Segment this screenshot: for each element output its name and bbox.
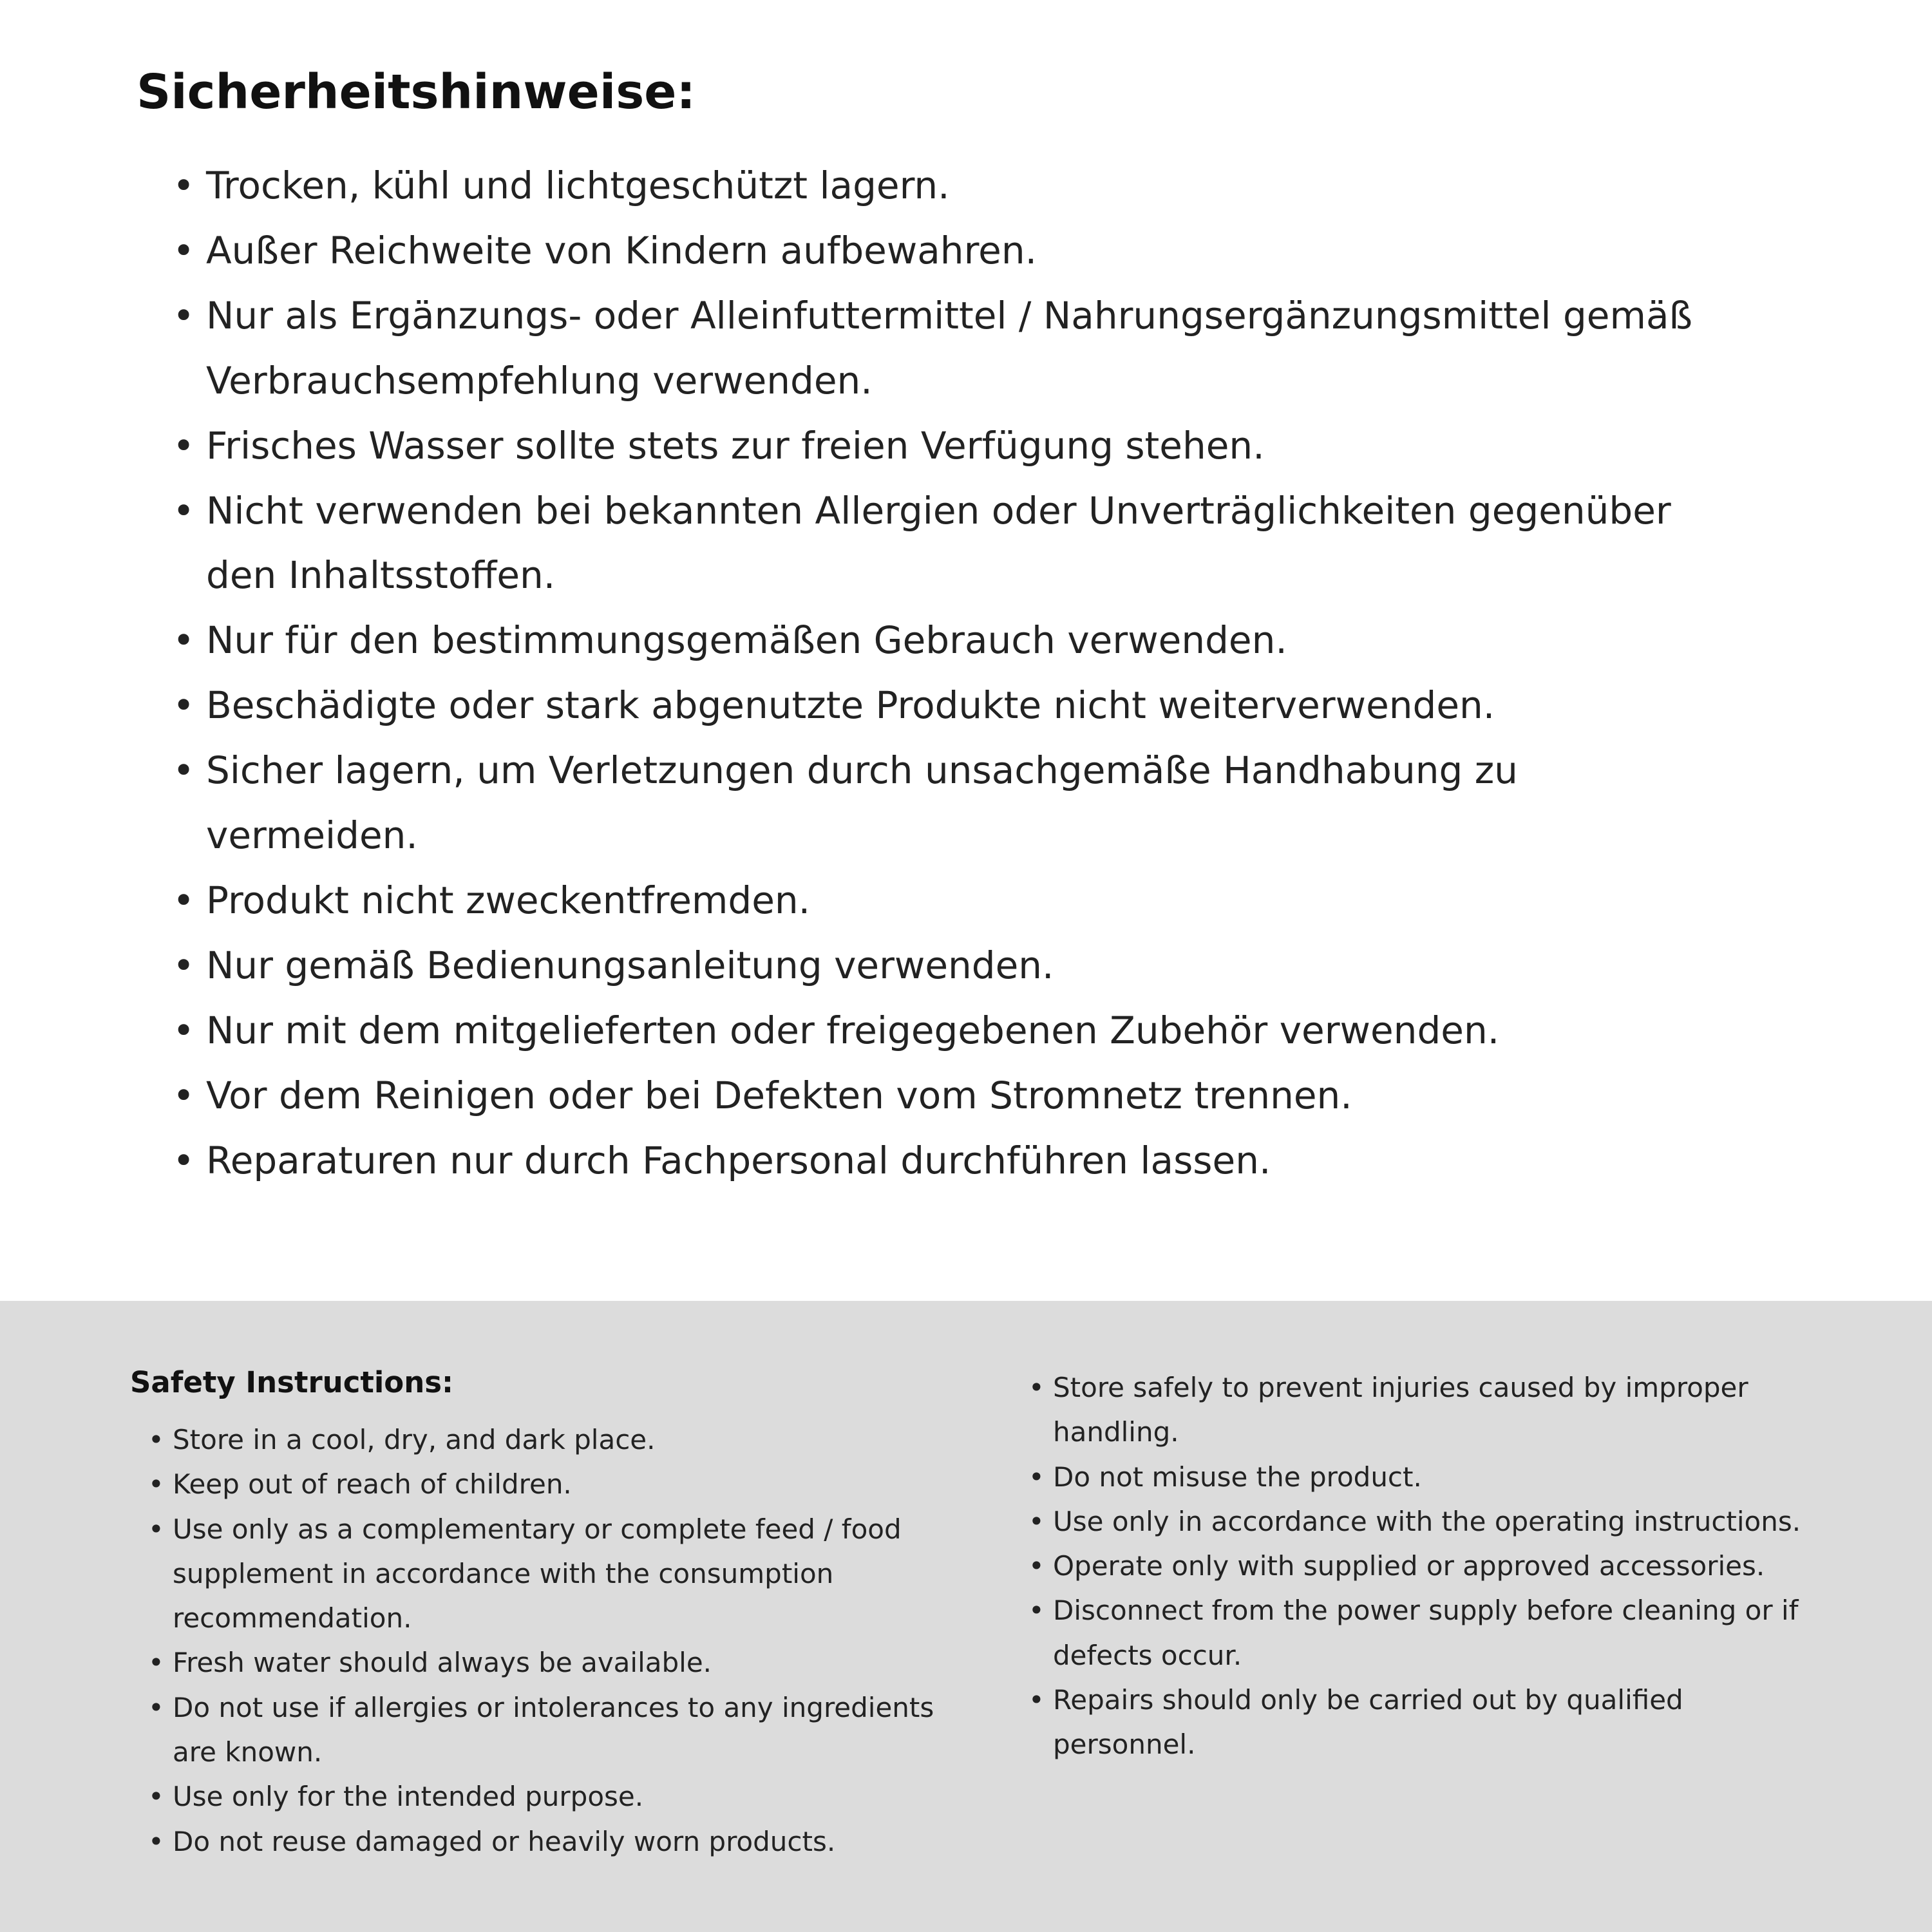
german-safety-item xyxy=(137,218,1734,283)
bullet-icon: • xyxy=(173,1008,195,1052)
english-left-column xyxy=(130,1365,996,1864)
german-safety-item xyxy=(137,1128,1734,1193)
german-safety-item xyxy=(137,933,1734,998)
german-safety-item-text: Beschädigte oder stark abgenutzte Produkte nicht weiterverwenden. xyxy=(206,683,1495,728)
english-safety-item-text: Do not use if allergies or intolerances to any ingredients are known. xyxy=(173,1691,934,1768)
bullet-icon: • xyxy=(148,1424,164,1455)
bullet-icon: • xyxy=(173,1073,195,1117)
bullet-icon: • xyxy=(1028,1595,1045,1627)
bullet-icon: • xyxy=(173,683,195,728)
german-safety-item-text: Außer Reichweite von Kindern aufbewahren. xyxy=(206,228,1037,272)
english-safety-item-text: Repairs should only be carried out by qualified personnel. xyxy=(1053,1684,1683,1761)
bullet-icon: • xyxy=(148,1647,164,1679)
german-safety-item xyxy=(137,153,1734,218)
english-safety-section xyxy=(0,1301,1932,1932)
bullet-icon: • xyxy=(1028,1550,1045,1582)
bullet-icon: • xyxy=(173,943,195,987)
bullet-icon: • xyxy=(1028,1372,1045,1403)
english-safety-item-text: Do not reuse damaged or heavily worn products. xyxy=(173,1825,836,1857)
bullet-icon: • xyxy=(173,423,195,468)
bullet-icon: • xyxy=(1028,1684,1045,1716)
german-safety-item xyxy=(137,608,1734,673)
english-safety-item-text: Store in a cool, dry, and dark place. xyxy=(173,1424,656,1455)
english-safety-item-text: Do not misuse the product. xyxy=(1053,1461,1422,1493)
german-safety-item xyxy=(137,1063,1734,1128)
english-safety-item xyxy=(148,1640,985,1685)
english-safety-item xyxy=(1028,1544,1833,1588)
bullet-icon: • xyxy=(173,878,195,922)
english-safety-item xyxy=(1028,1455,1833,1499)
german-safety-item-text: Nur für den bestimmungsgemäßen Gebrauch verwenden. xyxy=(206,618,1287,663)
english-safety-item-text: Store safely to prevent injuries caused by improper handling. xyxy=(1053,1372,1748,1448)
german-safety-item xyxy=(137,738,1734,868)
german-safety-item-text: Nur mit dem mitgelieferten oder freigegebenen Zubehör verwenden. xyxy=(206,1008,1500,1052)
english-safety-item-text: Fresh water should always be available. xyxy=(173,1647,712,1679)
english-safety-item-text: Use only in accordance with the operating instructions. xyxy=(1053,1505,1801,1537)
bullet-icon: • xyxy=(1028,1505,1045,1537)
german-safety-item-text: Nur gemäß Bedienungsanleitung verwenden. xyxy=(206,943,1054,987)
english-safety-item-text: Use only for the intended purpose. xyxy=(173,1781,644,1813)
english-safety-item xyxy=(1028,1678,1833,1767)
bullet-icon: • xyxy=(173,618,195,663)
german-safety-item-text: Frisches Wasser sollte stets zur freien Verfügung stehen. xyxy=(206,423,1265,468)
english-safety-list-right xyxy=(1028,1365,1833,1767)
english-safety-item xyxy=(1028,1588,1833,1678)
german-safety-item-text: Trocken, kühl und lichtgeschützt lagern. xyxy=(206,164,950,207)
german-safety-item xyxy=(137,998,1734,1063)
bullet-icon: • xyxy=(148,1468,164,1501)
english-safety-item xyxy=(148,1507,985,1641)
german-safety-item-text: Reparaturen nur durch Fachpersonal durchführen lassen. xyxy=(206,1138,1271,1182)
bullet-icon: • xyxy=(173,1138,195,1182)
german-safety-item xyxy=(137,868,1734,933)
german-safety-item-text: Produkt nicht zweckentfremden. xyxy=(206,878,811,922)
english-safety-list-left xyxy=(130,1417,985,1864)
bullet-icon: • xyxy=(173,293,195,337)
german-safety-item-text: Nur als Ergänzungs- oder Alleinfuttermittel / Nahrungsergänzungsmittel gemäß Verbrauchsempfehlung verwenden. xyxy=(206,293,1693,402)
english-safety-item xyxy=(148,1774,985,1819)
bullet-icon: • xyxy=(173,748,195,793)
bullet-icon: • xyxy=(173,164,195,207)
german-safety-item xyxy=(137,673,1734,738)
bullet-icon: • xyxy=(148,1825,164,1857)
english-safety-item xyxy=(148,1819,985,1864)
english-safety-item xyxy=(1028,1365,1833,1455)
english-right-column xyxy=(1028,1365,1833,1767)
german-safety-list xyxy=(137,153,1734,1193)
english-safety-item xyxy=(1028,1499,1833,1544)
english-safety-item xyxy=(148,1685,985,1775)
english-safety-item-text: Operate only with supplied or approved accessories. xyxy=(1053,1550,1765,1582)
english-safety-item xyxy=(148,1462,985,1506)
german-safety-item xyxy=(137,413,1734,478)
english-safety-item-text: Disconnect from the power supply before cleaning or if defects occur. xyxy=(1053,1595,1799,1671)
german-safety-item-text: Sicher lagern, um Verletzungen durch unsachgemäße Handhabung zu vermeiden. xyxy=(206,748,1518,858)
english-safety-item-text: Keep out of reach of children. xyxy=(173,1468,572,1501)
bullet-icon: • xyxy=(1028,1461,1045,1493)
german-safety-item-text: Nicht verwenden bei bekannten Allergien oder Unverträglichkeiten gegenüber den Inhaltsstoffen. xyxy=(206,488,1671,598)
german-safety-item-text: Vor dem Reinigen oder bei Defekten vom Stromnetz trennen. xyxy=(206,1073,1352,1117)
german-section-title: Sicherheitshinweise: xyxy=(137,64,696,120)
english-safety-item-text: Use only as a complementary or complete feed / food supplement in accordance with the consumption recommendation. xyxy=(173,1513,902,1634)
german-safety-item xyxy=(137,478,1734,609)
english-safety-item xyxy=(148,1417,985,1462)
english-section-title: Safety Instructions: xyxy=(130,1365,454,1399)
bullet-icon: • xyxy=(148,1781,164,1813)
bullet-icon: • xyxy=(173,228,195,272)
bullet-icon: • xyxy=(148,1513,164,1545)
bullet-icon: • xyxy=(173,488,195,533)
bullet-icon: • xyxy=(148,1691,164,1723)
german-safety-item xyxy=(137,283,1734,413)
